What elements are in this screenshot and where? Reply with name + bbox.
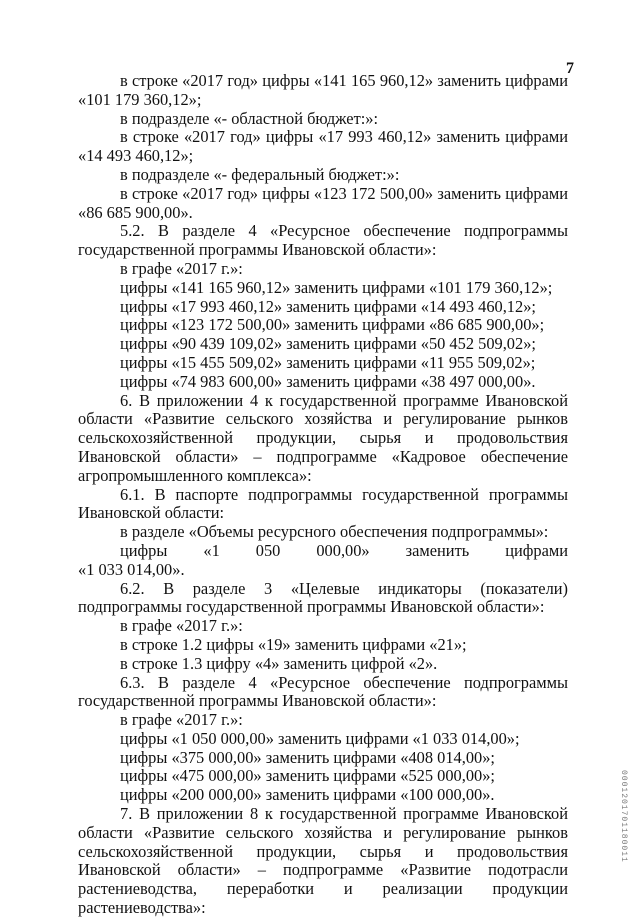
paragraph: 6.1. В паспорте подпрограммы государственной программы Ивановской области: (78, 484, 568, 523)
paragraph: «14 493 460,12»; (78, 146, 194, 166)
paragraph: в графе «2017 г.»: (120, 616, 243, 636)
paragraph: в строке 1.2 цифры «19» заменить цифрами «21»; (120, 634, 467, 654)
page-number: 7 (566, 60, 574, 77)
paragraph: 7. В приложении 8 к государственной программе Ивановской области «Развитие сельского хозяйства и регулирование рынков сельскохозяйственной продукции, сырья и продовольствия Ивановской области» – подпрограмме «Развитие подотрасли растениеводства, переработки и реализации продукции растениеводства»: (78, 804, 568, 918)
paragraph: в графе «2017 г.»: (120, 710, 243, 730)
paragraph: 5.2. В разделе 4 «Ресурсное обеспечение подпрограммы (120, 221, 568, 241)
document-body (78, 72, 568, 918)
paragraph: в графе «2017 г.»: (120, 258, 243, 278)
paragraph: цифры «1 050 000,00» заменить цифрами (120, 540, 568, 560)
paragraph: в разделе «Объемы ресурсного обеспечения подпрограммы»: (120, 522, 549, 542)
paragraph: цифры «475 000,00» заменить цифрами «525 000,00»; (120, 766, 495, 786)
paragraph: 6. В приложении 4 к государственной программе Ивановской области «Развитие сельского хозяйства и регулирование рынков сельскохозяйственной продукции, сырья и продовольствия Ивановской области» – подпрограмме «Кадровое обеспечение агропромышленного комплекса»: (78, 390, 568, 485)
paragraph: «101 179 360,12»; (78, 89, 202, 109)
paragraph: «1 033 014,00». (78, 559, 185, 579)
paragraph: «86 685 900,00». (78, 202, 193, 222)
paragraph: цифры «17 993 460,12» заменить цифрами «14 493 460,12»; (120, 296, 536, 316)
paragraph: 6.2. В разделе 3 «Целевые индикаторы (показатели) подпрограммы государственной программы Ивановской области»: (78, 578, 568, 617)
paragraph: цифры «1 050 000,00» заменить цифрами «1 033 014,00»; (120, 728, 520, 748)
paragraph: цифры «15 455 509,02» заменить цифрами «11 955 509,02»; (120, 352, 536, 372)
paragraph: государственной программы Ивановской области»: (78, 240, 437, 260)
paragraph: в подразделе «- областной бюджет:»: (120, 108, 379, 128)
paragraph: в строке 1.3 цифру «4» заменить цифрой «2». (120, 653, 438, 673)
paragraph: в подразделе «- федеральный бюджет:»: (120, 164, 400, 184)
paragraph: цифры «200 000,00» заменить цифрами «100 000,00». (120, 785, 495, 805)
paragraph: цифры «90 439 109,02» заменить цифрами «50 452 509,02»; (120, 334, 536, 354)
paragraph: в строке «2017 год» цифры «141 165 960,12» заменить цифрами (120, 71, 568, 90)
paragraph: цифры «141 165 960,12» заменить цифрами «101 179 360,12»; (120, 277, 553, 297)
paragraph: цифры «74 983 600,00» заменить цифрами «38 497 000,00». (120, 371, 536, 391)
side-registration-mark: 0001201701180011 (619, 770, 628, 863)
paragraph: цифры «375 000,00» заменить цифрами «408 014,00»; (120, 747, 495, 767)
paragraph: в строке «2017 год» цифры «17 993 460,12» заменить цифрами (120, 127, 568, 147)
paragraph: 6.3. В разделе 4 «Ресурсное обеспечение подпрограммы государственной программы Ивановской области»: (78, 672, 568, 711)
paragraph: в строке «2017 год» цифры «123 172 500,00» заменить цифрами (120, 183, 568, 203)
paragraph: цифры «123 172 500,00» заменить цифрами «86 685 900,00»; (120, 315, 545, 335)
